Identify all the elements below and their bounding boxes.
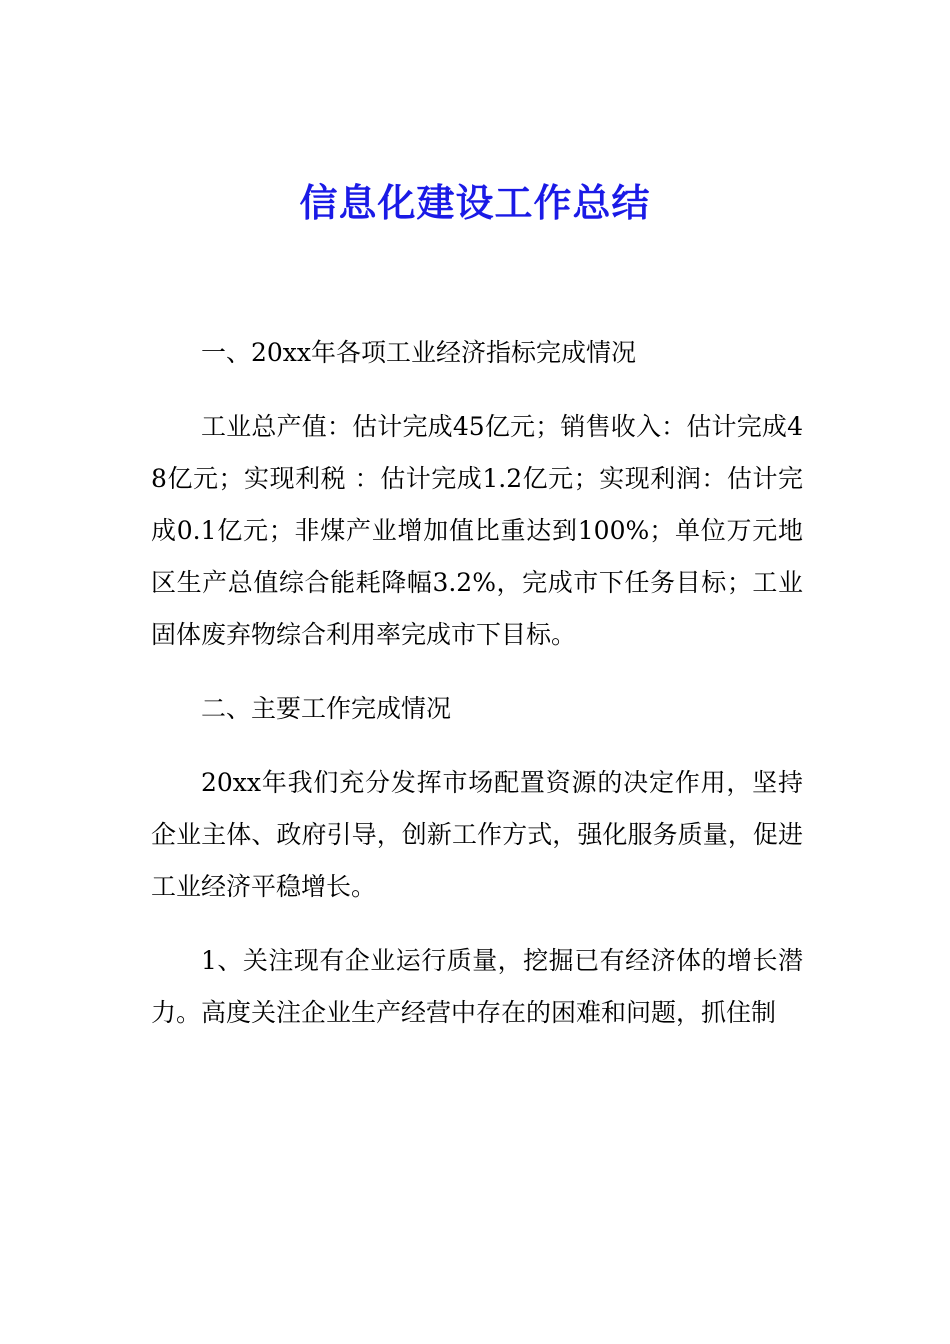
paragraph-item-1: 1、关注现有企业运行质量，挖掘已有经济体的增长潜力。高度关注企业生产经营中存在的困难和问题，抓住制 xyxy=(151,946,803,1027)
paragraph-indicators: 工业总产值：估计完成45亿元；销售收入：估计完成48亿元；实现利税 ：估计完成1.2亿元；实现利润：估计完成0.1亿元；非煤产业增加值比重达到100%；单位万元地区生产总值综合能耗降幅3.2%，完成市下任务目标；工业固体废弃物综合利用率完成市下目标。 xyxy=(151,412,803,649)
section-heading-1: 一、20xx年各项工业经济指标完成情况 xyxy=(201,338,637,367)
paragraph-overview: 20xx年我们充分发挥市场配置资源的决定作用，坚持企业主体、政府引导，创新工作方式，强化服务质量，促进工业经济平稳增长。 xyxy=(151,768,803,901)
document-title: 信息化建设工作总结 xyxy=(299,180,651,225)
document-body xyxy=(151,327,803,1061)
section-heading-2: 二、主要工作完成情况 xyxy=(201,694,452,723)
